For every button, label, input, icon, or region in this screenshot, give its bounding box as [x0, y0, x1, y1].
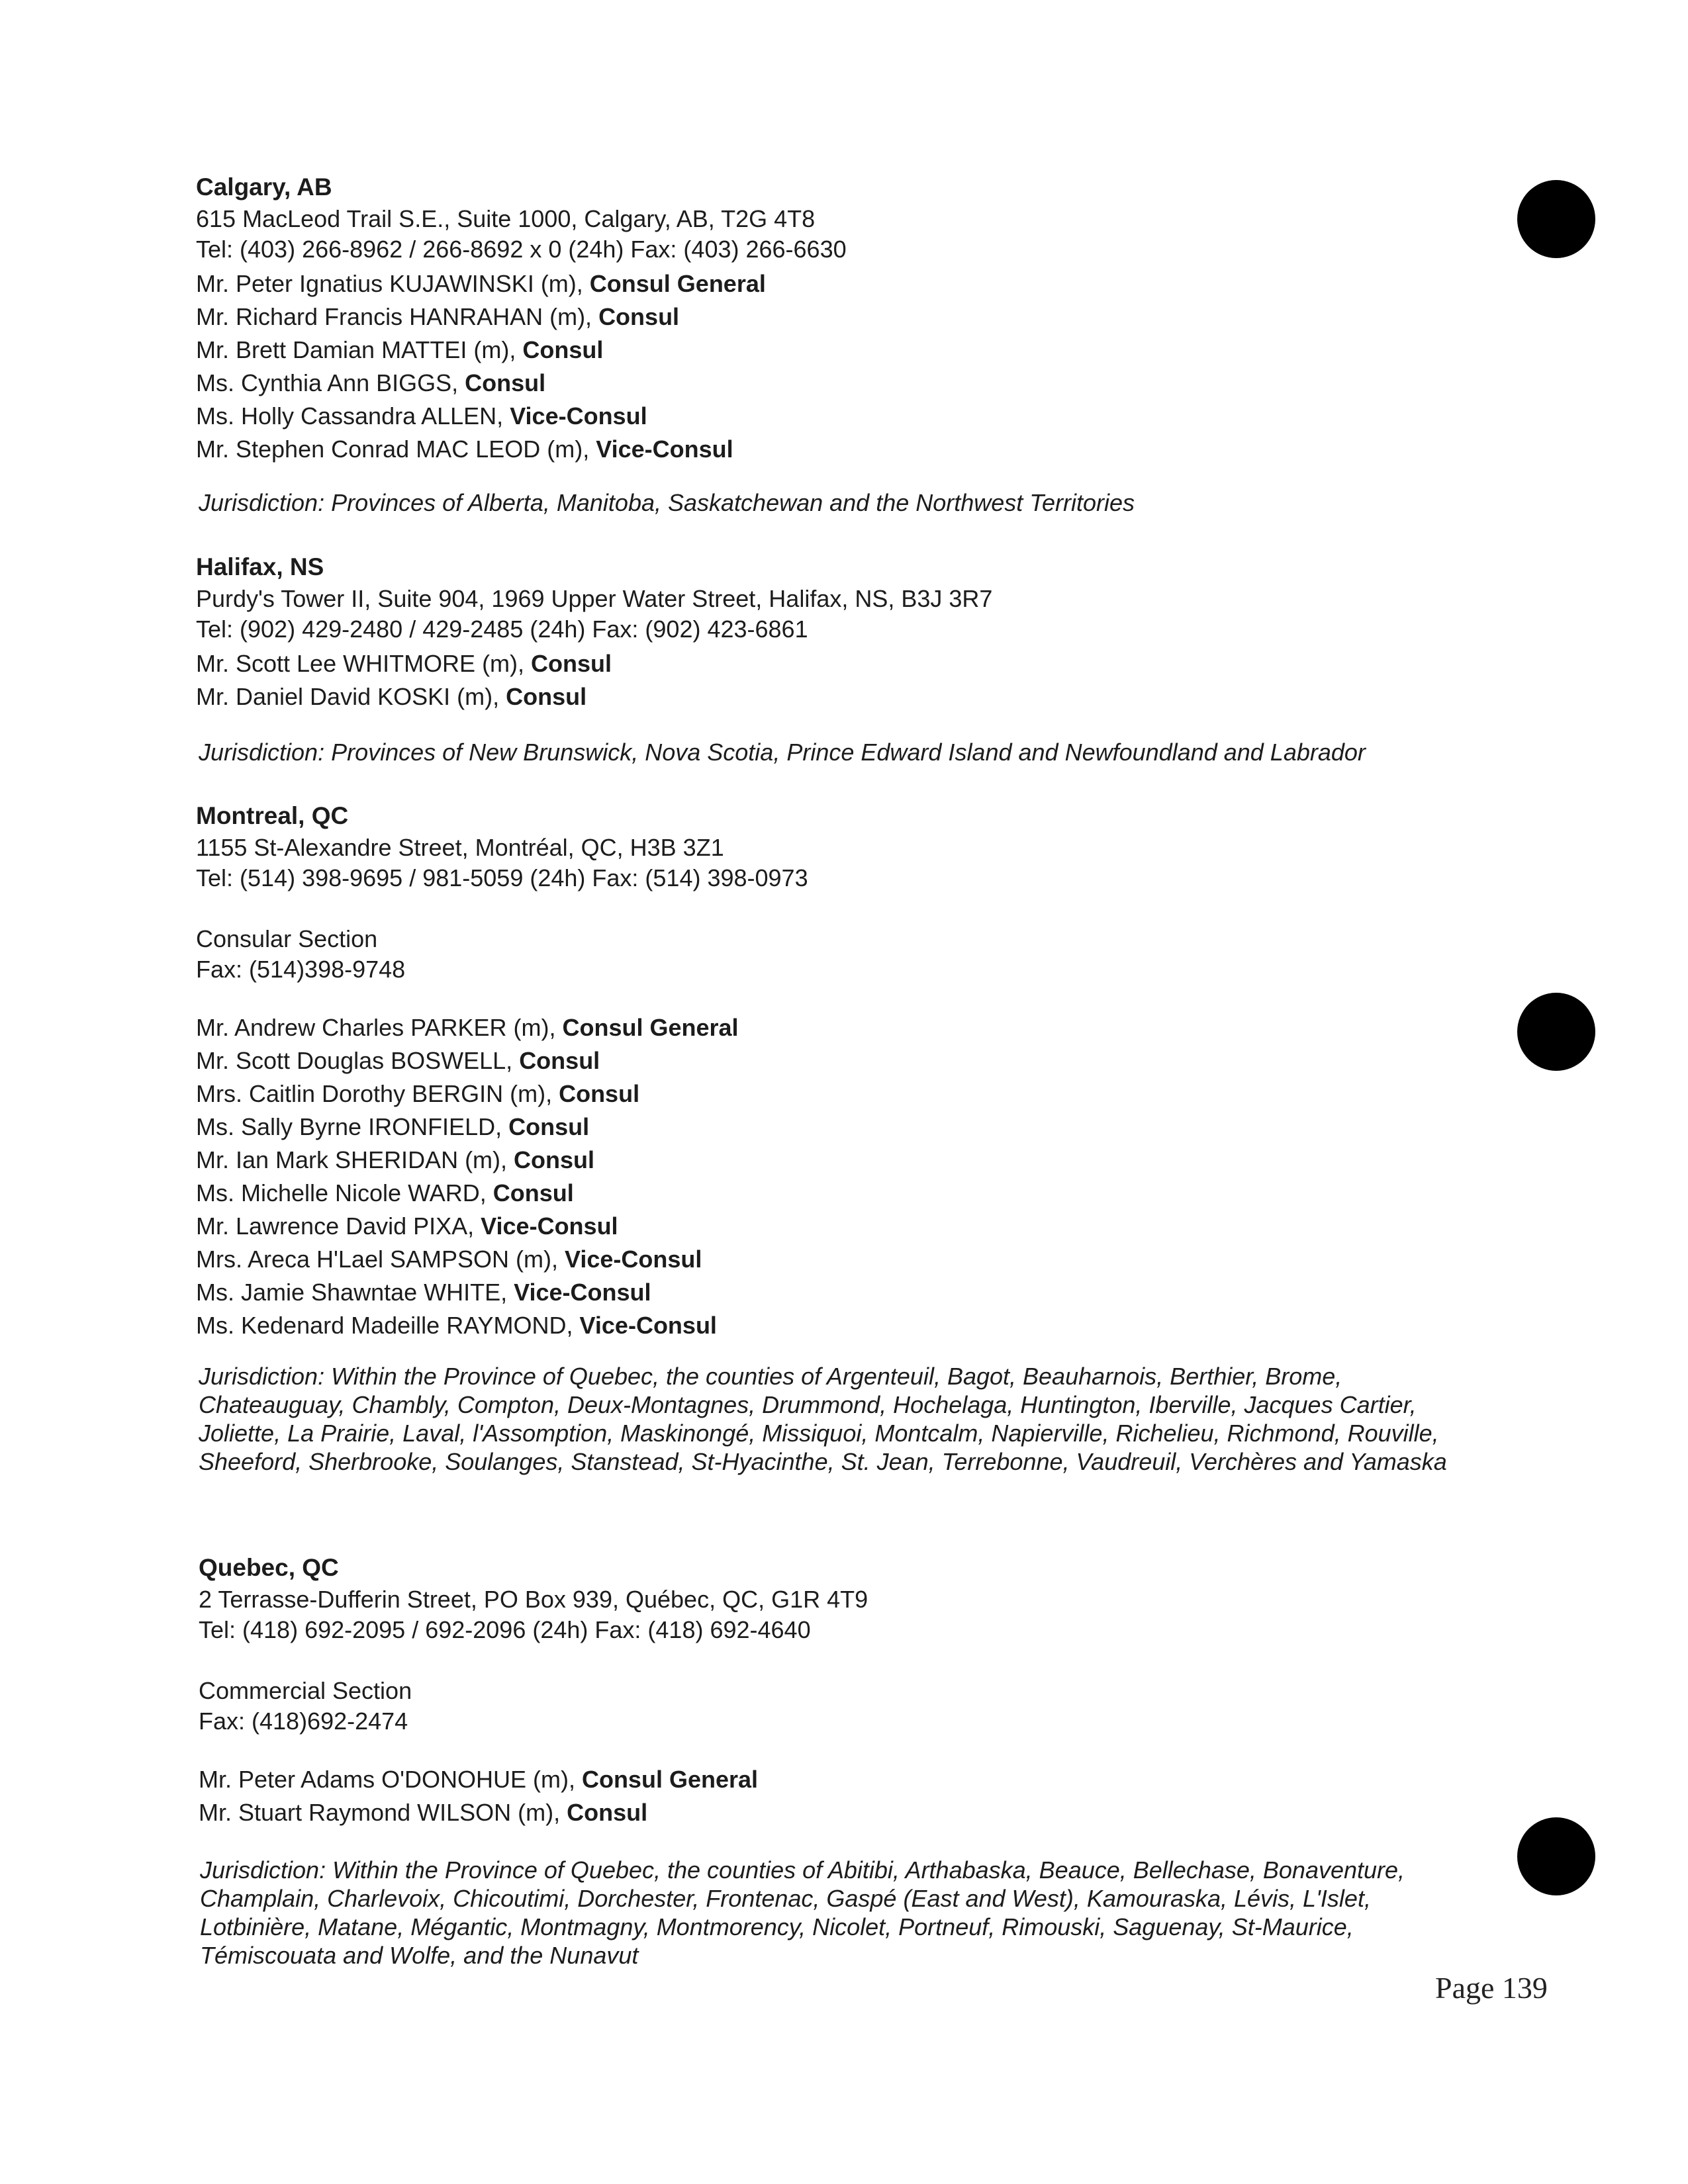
jurisdiction-line: Joliette, La Prairie, Laval, l'Assomption, Maskinongé, Missiquoi, Montcalm, Napierville, Richelieu, Richmond, Rouville,	[199, 1420, 1439, 1447]
jurisdiction-line: Sheeford, Sherbrooke, Soulanges, Stanstead, St-Hyacinthe, St. Jean, Terrebonne, Vaudreuil, Verchères and Yamaska	[199, 1448, 1447, 1475]
office-jurisdiction	[200, 1856, 1497, 1970]
staff-member: Mrs. Areca H'Lael SAMPSON (m), Vice-Consul	[196, 1246, 702, 1273]
punch-hole-bottom	[1517, 1817, 1595, 1895]
office-phone: Tel: (403) 266-8962 / 266-8692 x 0 (24h) Fax: (403) 266-6630	[196, 236, 847, 263]
page-number: Page 139	[1435, 1971, 1548, 2005]
office-address: 2 Terrasse-Dufferin Street, PO Box 939, Québec, QC, G1R 4T9	[199, 1586, 868, 1613]
office-phone: Tel: (514) 398-9695 / 981-5059 (24h) Fax: (514) 398-0973	[196, 864, 808, 891]
staff-member: Mrs. Caitlin Dorothy BERGIN (m), Consul	[196, 1080, 640, 1107]
office-jurisdiction: Jurisdiction: Provinces of New Brunswick, Nova Scotia, Prince Edward Island and Newfoundland and Labrador	[199, 739, 1366, 766]
staff-member: Ms. Sally Byrne IRONFIELD, Consul	[196, 1113, 590, 1140]
jurisdiction-line: Jurisdiction: Within the Province of Quebec, the counties of Abitibi, Arthabaska, Beauce, Bellechase, Bonaventure,	[200, 1856, 1405, 1884]
office-address: Purdy's Tower II, Suite 904, 1969 Upper Water Street, Halifax, NS, B3J 3R7	[196, 585, 993, 612]
staff-list	[196, 267, 1520, 466]
jurisdiction-line: Jurisdiction: Within the Province of Quebec, the counties of Argenteuil, Bagot, Beauharnois, Berthier, Brome,	[199, 1363, 1342, 1390]
jurisdiction-line: Chateauguay, Chambly, Compton, Deux-Montagnes, Drummond, Hochelaga, Huntington, Iberville, Jacques Cartier,	[199, 1391, 1417, 1418]
staff-member: Mr. Andrew Charles PARKER (m), Consul General	[196, 1014, 739, 1041]
office-jurisdiction	[199, 1362, 1496, 1476]
staff-member: Mr. Daniel David KOSKI (m), Consul	[196, 683, 587, 710]
staff-member: Mr. Brett Damian MATTEI (m), Consul	[196, 336, 604, 363]
staff-member: Ms. Jamie Shawntae WHITE, Vice-Consul	[196, 1279, 651, 1306]
staff-member: Mr. Scott Lee WHITMORE (m), Consul	[196, 650, 612, 677]
staff-list	[199, 1763, 1523, 1829]
staff-list	[196, 647, 1520, 713]
jurisdiction-line: Champlain, Charlevoix, Chicoutimi, Dorchester, Frontenac, Gaspé (East and West), Kamouraska, Lévis, L'Islet,	[200, 1885, 1371, 1912]
punch-hole-top	[1517, 180, 1595, 258]
staff-member: Mr. Stephen Conrad MAC LEOD (m), Vice-Consul	[196, 435, 733, 463]
office-heading: Halifax, NS	[196, 553, 324, 580]
staff-member: Mr. Ian Mark SHERIDAN (m), Consul	[196, 1146, 595, 1173]
staff-member: Mr. Scott Douglas BOSWELL, Consul	[196, 1047, 600, 1074]
staff-member: Mr. Peter Ignatius KUJAWINSKI (m), Consul General	[196, 270, 766, 297]
office-heading: Calgary, AB	[196, 173, 332, 201]
jurisdiction-line: Lotbinière, Matane, Mégantic, Montmagny, Montmorency, Nicolet, Portneuf, Rimouski, Saguenay, St-Maurice,	[200, 1913, 1354, 1940]
office-phone: Tel: (418) 692-2095 / 692-2096 (24h) Fax: (418) 692-4640	[199, 1616, 811, 1643]
staff-member: Ms. Kedenard Madeille RAYMOND, Vice-Consul	[196, 1312, 717, 1339]
office-heading: Montreal, QC	[196, 802, 349, 829]
office-quebec	[199, 1551, 1523, 1829]
staff-member: Mr. Peter Adams O'DONOHUE (m), Consul General	[199, 1766, 759, 1793]
staff-list	[196, 1011, 1520, 1342]
office-address: 1155 St-Alexandre Street, Montréal, QC, H3B 3Z1	[196, 834, 724, 861]
office-montreal	[196, 799, 1520, 1342]
office-heading: Quebec, QC	[199, 1554, 339, 1581]
staff-member: Mr. Richard Francis HANRAHAN (m), Consul	[196, 303, 680, 330]
office-halifax	[196, 551, 1520, 713]
staff-member: Mr. Stuart Raymond WILSON (m), Consul	[199, 1799, 648, 1826]
staff-member: Ms. Cynthia Ann BIGGS, Consul	[196, 369, 546, 396]
staff-member: Ms. Holly Cassandra ALLEN, Vice-Consul	[196, 402, 647, 430]
punch-hole-middle	[1517, 993, 1595, 1071]
section-fax: Fax: (418)692-2474	[199, 1707, 408, 1735]
section-fax: Fax: (514)398-9748	[196, 956, 406, 983]
office-calgary	[196, 171, 1520, 466]
staff-member: Ms. Michelle Nicole WARD, Consul	[196, 1179, 574, 1206]
office-jurisdiction: Jurisdiction: Provinces of Alberta, Manitoba, Saskatchewan and the Northwest Territories	[199, 489, 1135, 516]
staff-member: Mr. Lawrence David PIXA, Vice-Consul	[196, 1212, 618, 1240]
office-phone: Tel: (902) 429-2480 / 429-2485 (24h) Fax: (902) 423-6861	[196, 615, 808, 643]
office-address: 615 MacLeod Trail S.E., Suite 1000, Calgary, AB, T2G 4T8	[196, 205, 816, 232]
jurisdiction-line: Témiscouata and Wolfe, and the Nunavut	[200, 1942, 639, 1969]
section-name: Commercial Section	[199, 1677, 412, 1704]
section-name: Consular Section	[196, 925, 378, 952]
